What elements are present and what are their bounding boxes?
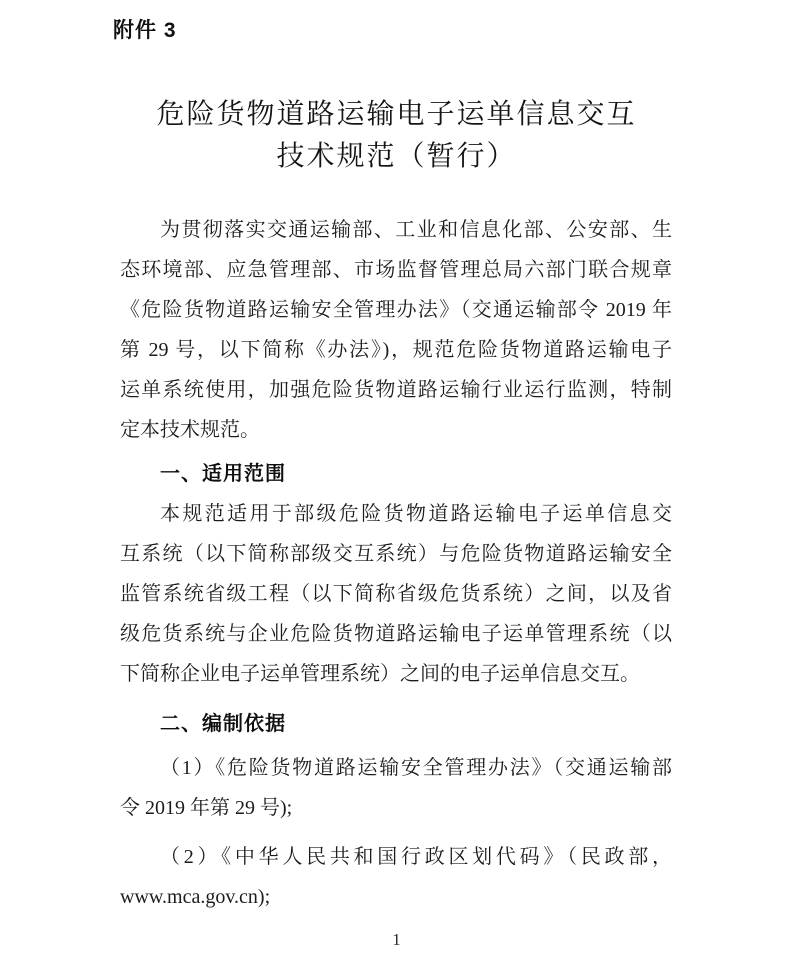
intro-line: 态环境部、应急管理部、市场监督管理总局六部门联合规章 xyxy=(120,259,672,281)
page-number: 1 xyxy=(392,930,401,949)
section2-heading: 二、编制依据 xyxy=(160,713,286,735)
section2-item1-line: 令 2019 年第 29 号); xyxy=(120,797,293,819)
attachment-label: 附件 3 xyxy=(113,19,177,42)
intro-line: 为贯彻落实交通运输部、工业和信息化部、公安部、生 xyxy=(160,219,672,241)
intro-line: 运单系统使用，加强危险货物道路运输行业运行监测，特制 xyxy=(120,379,672,401)
section1-line: 级危货系统与企业危险货物道路运输电子运单管理系统（以 xyxy=(120,623,672,645)
section1-line: 本规范适用于部级危险货物道路运输电子运单信息交 xyxy=(160,503,672,525)
intro-line: 第 29 号，以下简称《办法》)，规范危险货物道路运输电子 xyxy=(120,339,672,361)
intro-line: 定本技术规范。 xyxy=(120,419,260,441)
intro-line: 《危险货物道路运输安全管理办法》（交通运输部令 2019 年 xyxy=(120,299,672,321)
section2-item2-line: www.mca.gov.cn); xyxy=(120,886,271,908)
section1-line: 互系统（以下简称部级交互系统）与危险货物道路运输安全 xyxy=(120,543,672,565)
section1-line: 下简称企业电子运单管理系统）之间的电子运单信息交互。 xyxy=(120,663,640,685)
doc-title-line1: 危险货物道路运输电子运单信息交互 xyxy=(156,99,637,130)
section1-heading: 一、适用范围 xyxy=(160,463,286,485)
section2-item1-line: （1）《危险货物道路运输安全管理办法》（交通运输部 xyxy=(160,757,672,779)
section1-line: 监管系统省级工程（以下简称省级危货系统）之间，以及省 xyxy=(120,583,672,605)
doc-title-line2: 技术规范（暂行） xyxy=(276,141,517,172)
section2-item2-line: （2）《中华人民共和国行政区划代码》（民政部， xyxy=(160,846,672,868)
